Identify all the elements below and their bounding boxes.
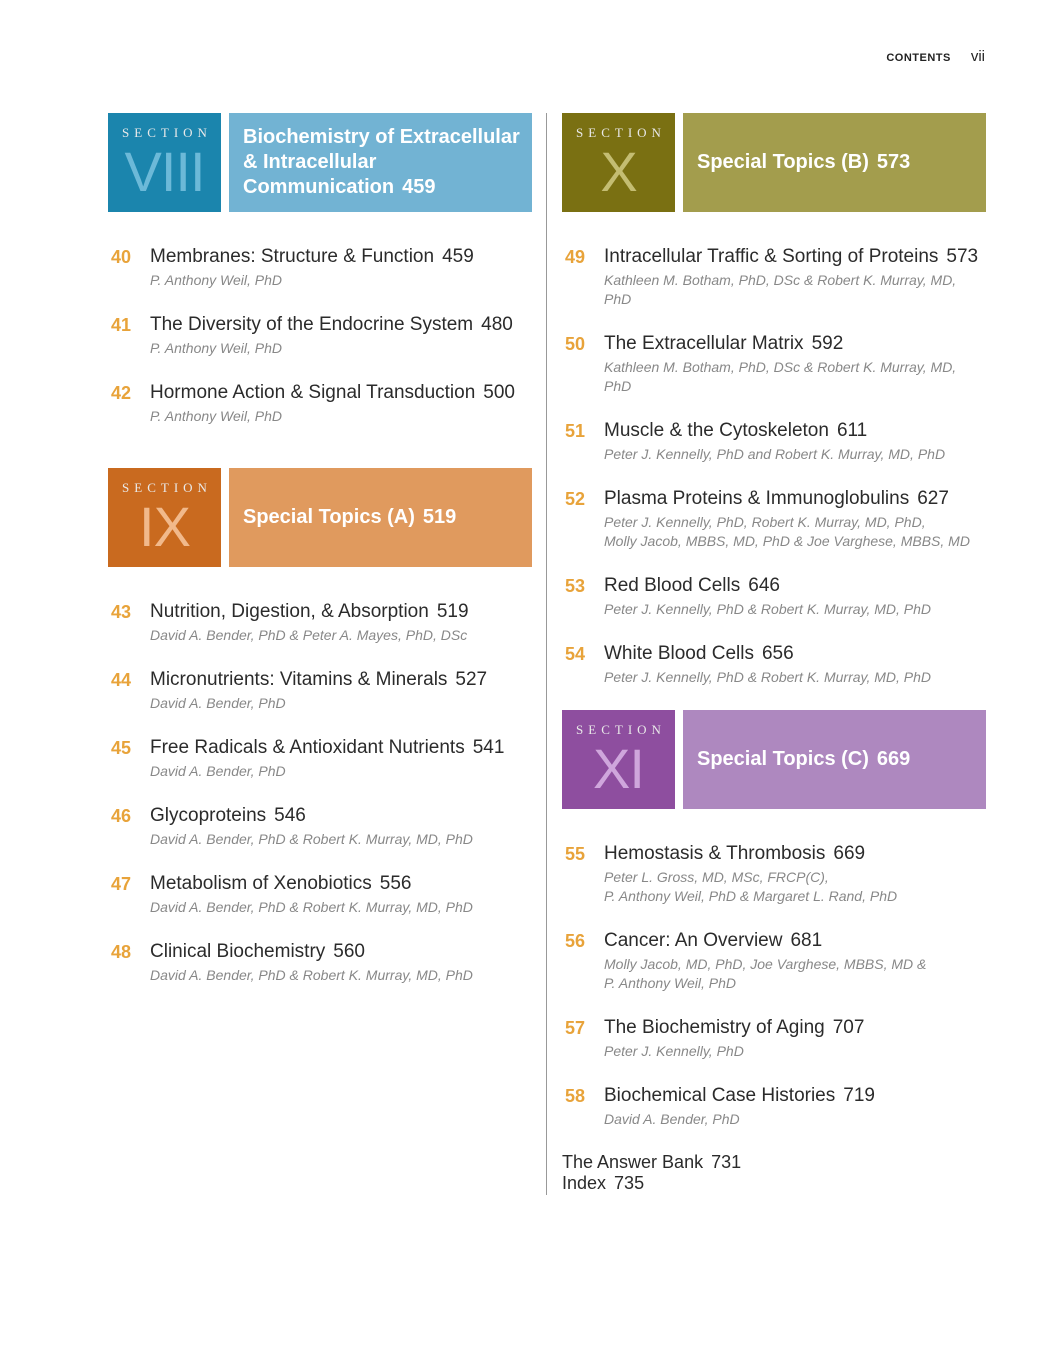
chapter-body xyxy=(150,600,532,645)
chapter-title[interactable] xyxy=(150,872,532,896)
chapter-title[interactable] xyxy=(150,940,532,964)
running-header xyxy=(886,48,985,65)
chapter-title-text: Intracellular Traffic & Sorting of Proteins xyxy=(604,246,939,267)
back-matter-title: Index xyxy=(562,1173,607,1193)
chapter-body xyxy=(150,381,532,426)
chapter-entry[interactable] xyxy=(562,487,986,551)
left-column xyxy=(108,113,532,1008)
page-number: vii xyxy=(970,48,985,65)
chapter-title[interactable] xyxy=(604,1084,986,1108)
section-block xyxy=(562,710,986,1129)
column-divider xyxy=(546,113,547,1195)
chapter-title-text: Red Blood Cells xyxy=(604,575,741,596)
section-word: SECTION xyxy=(122,480,212,495)
chapter-number: 55 xyxy=(565,844,586,864)
chapter-body xyxy=(150,313,532,358)
chapter-list xyxy=(108,600,532,985)
section-title[interactable] xyxy=(683,113,986,212)
chapter-title-text: Nutrition, Digestion, & Absorption xyxy=(150,601,429,622)
chapter-number: 58 xyxy=(565,1086,586,1106)
chapter-page: 573 xyxy=(946,246,979,267)
chapter-title-text: Plasma Proteins & Immunoglobulins xyxy=(604,488,910,509)
section-start-page: 669 xyxy=(876,748,911,770)
chapter-authors: P. Anthony Weil, PhD xyxy=(150,272,283,288)
chapter-title[interactable] xyxy=(604,842,986,866)
section-number-box xyxy=(562,710,675,809)
section-block xyxy=(108,113,532,426)
chapter-number: 50 xyxy=(565,334,586,354)
chapter-body xyxy=(604,929,986,993)
section-header xyxy=(562,710,986,809)
chapter-entry[interactable] xyxy=(562,419,986,464)
chapter-entry[interactable] xyxy=(108,245,532,290)
chapter-entry[interactable] xyxy=(562,929,986,993)
chapter-authors: Molly Jacob, MBBS, MD, PhD & Joe Varghese, MBBS, MD xyxy=(604,533,970,549)
chapter-authors: P. Anthony Weil, PhD xyxy=(150,340,283,356)
section-title-text-wrap xyxy=(243,505,456,530)
chapter-number: 49 xyxy=(565,247,586,267)
chapter-title-text: Muscle & the Cytoskeleton xyxy=(604,420,829,441)
section-number-box xyxy=(108,113,221,212)
section-word: SECTION xyxy=(576,125,666,140)
chapter-body xyxy=(150,245,532,290)
chapter-number: 56 xyxy=(565,931,586,951)
chapter-title-text: Glycoproteins xyxy=(150,805,267,826)
chapter-authors: P. Anthony Weil, PhD xyxy=(604,975,737,991)
chapter-entry[interactable] xyxy=(108,313,532,358)
chapter-authors: Kathleen M. Botham, PhD, DSc & Robert K. Murray, MD, PhD xyxy=(604,359,957,394)
chapter-title[interactable] xyxy=(150,600,532,624)
chapter-authors: P. Anthony Weil, PhD xyxy=(150,408,283,424)
chapter-body xyxy=(150,736,532,781)
chapter-number: 41 xyxy=(111,315,132,335)
section-block xyxy=(108,468,532,985)
chapter-title-text: White Blood Cells xyxy=(604,643,754,664)
chapter-authors: Peter J. Kennelly, PhD, Robert K. Murray, MD, PhD, xyxy=(604,514,926,530)
chapter-number: 40 xyxy=(111,247,132,267)
chapter-number: 45 xyxy=(111,738,132,758)
chapter-page: 646 xyxy=(748,575,780,596)
chapter-authors: P. Anthony Weil, PhD & Margaret L. Rand, PhD xyxy=(604,888,898,904)
chapter-title[interactable] xyxy=(604,929,986,953)
section-title-text-wrap xyxy=(697,150,910,175)
chapter-authors: Molly Jacob, MD, PhD, Joe Varghese, MBBS, MD & xyxy=(604,956,927,972)
back-matter-title: The Answer Bank xyxy=(562,1152,704,1172)
chapter-title-text: Clinical Biochemistry xyxy=(150,941,326,962)
right-column xyxy=(562,113,986,1194)
chapter-title[interactable] xyxy=(604,642,986,666)
chapter-authors: David A. Bender, PhD xyxy=(604,1111,740,1127)
section-title-text: Special Topics (B) xyxy=(697,151,869,173)
chapter-authors: Peter J. Kennelly, PhD & Robert K. Murray, MD, PhD xyxy=(604,669,932,685)
back-matter xyxy=(562,1152,986,1194)
chapter-page: 527 xyxy=(455,669,488,690)
chapter-body xyxy=(604,245,986,309)
chapter-title[interactable] xyxy=(150,668,532,692)
chapter-entry[interactable] xyxy=(108,872,532,917)
section-numeral: IX xyxy=(139,495,190,558)
chapter-number: 53 xyxy=(565,576,586,596)
chapter-list xyxy=(562,842,986,1129)
chapter-authors: David A. Bender, PhD xyxy=(150,695,286,711)
running-head: CONTENTS xyxy=(886,52,951,64)
chapter-number: 43 xyxy=(111,602,132,622)
chapter-page: 669 xyxy=(833,843,866,864)
section-start-page: 573 xyxy=(876,151,911,173)
chapter-page: 681 xyxy=(790,930,823,951)
section-title[interactable] xyxy=(683,710,986,809)
chapter-authors: David A. Bender, PhD & Robert K. Murray, MD, PhD xyxy=(150,899,473,915)
chapter-title-text: The Diversity of the Endocrine System xyxy=(150,314,474,335)
chapter-title-text: Membranes: Structure & Function xyxy=(150,246,435,267)
chapter-page: 480 xyxy=(481,314,513,335)
section-word: SECTION xyxy=(576,722,666,737)
chapter-title[interactable] xyxy=(604,574,986,598)
section-numeral: X xyxy=(600,140,637,203)
chapter-authors: Peter J. Kennelly, PhD and Robert K. Murray, MD, PhD xyxy=(604,446,946,462)
chapter-page: 560 xyxy=(333,941,365,962)
chapter-entry[interactable] xyxy=(562,332,986,396)
chapter-page: 627 xyxy=(917,488,949,509)
section-title-text: Special Topics (A) xyxy=(243,506,415,528)
chapter-page: 459 xyxy=(442,246,474,267)
chapter-title[interactable] xyxy=(150,736,532,760)
chapter-number: 42 xyxy=(111,383,132,403)
section-title[interactable] xyxy=(229,113,532,212)
back-matter-item[interactable] xyxy=(562,1152,986,1173)
chapter-authors: David A. Bender, PhD xyxy=(150,763,286,779)
chapter-authors: David A. Bender, PhD & Robert K. Murray, MD, PhD xyxy=(150,831,473,847)
chapter-body xyxy=(150,804,532,849)
back-matter-page: 731 xyxy=(711,1152,742,1172)
section-number-box xyxy=(562,113,675,212)
chapter-list xyxy=(108,245,532,426)
section-block xyxy=(562,113,986,687)
chapter-title[interactable] xyxy=(604,1016,986,1040)
section-header xyxy=(108,113,532,212)
back-matter-item[interactable] xyxy=(562,1173,986,1194)
chapter-title[interactable] xyxy=(150,245,532,269)
chapter-entry[interactable] xyxy=(562,574,986,619)
chapter-authors: Peter J. Kennelly, PhD & Robert K. Murray, MD, PhD xyxy=(604,601,932,617)
chapter-body xyxy=(604,332,986,396)
chapter-entry[interactable] xyxy=(108,600,532,645)
chapter-authors: David A. Bender, PhD & Peter A. Mayes, PhD, DSc xyxy=(150,627,468,643)
section-title-text: Biochemistry of Extracellular & Intracellular Communication xyxy=(243,126,520,198)
chapter-title[interactable] xyxy=(604,419,986,443)
section-title-text-wrap xyxy=(697,747,910,772)
chapter-page: 656 xyxy=(761,643,794,664)
chapter-page: 592 xyxy=(811,333,844,354)
chapter-body xyxy=(150,668,532,713)
chapter-number: 48 xyxy=(111,942,132,962)
chapter-authors: Peter J. Kennelly, PhD xyxy=(604,1043,744,1059)
chapter-entry[interactable] xyxy=(108,381,532,426)
section-title[interactable] xyxy=(229,468,532,567)
chapter-body xyxy=(604,487,986,551)
chapter-title[interactable] xyxy=(604,487,986,511)
section-header xyxy=(108,468,532,567)
chapter-authors: Peter L. Gross, MD, MSc, FRCP(C), xyxy=(604,869,829,885)
section-word: SECTION xyxy=(122,125,212,140)
chapter-body xyxy=(604,842,986,906)
chapter-entry[interactable] xyxy=(562,1016,986,1061)
chapter-title[interactable] xyxy=(604,332,986,356)
chapter-body xyxy=(150,940,532,985)
chapter-title-text: Micronutrients: Vitamins & Minerals xyxy=(150,669,448,690)
chapter-body xyxy=(604,642,986,687)
section-title-text: Special Topics (C) xyxy=(697,748,869,770)
section-start-page: 519 xyxy=(422,506,457,528)
section-numeral: XI xyxy=(593,737,644,800)
chapter-number: 44 xyxy=(111,670,132,690)
chapter-body xyxy=(150,872,532,917)
chapter-list xyxy=(562,245,986,687)
chapter-title-text: Metabolism of Xenobiotics xyxy=(150,873,372,894)
chapter-page: 707 xyxy=(832,1017,865,1038)
chapter-title[interactable] xyxy=(150,804,532,828)
chapter-body xyxy=(604,1016,986,1061)
chapter-body xyxy=(604,419,986,464)
chapter-title-text: Hormone Action & Signal Transduction xyxy=(150,382,476,403)
chapter-body xyxy=(604,1084,986,1129)
chapter-page: 611 xyxy=(836,420,868,441)
chapter-body xyxy=(604,574,986,619)
chapter-authors: David A. Bender, PhD & Robert K. Murray, MD, PhD xyxy=(150,967,473,983)
chapter-number: 54 xyxy=(565,644,586,664)
chapter-number: 52 xyxy=(565,489,586,509)
chapter-entry[interactable] xyxy=(108,940,532,985)
chapter-title-text: The Biochemistry of Aging xyxy=(604,1017,825,1038)
chapter-number: 46 xyxy=(111,806,132,826)
back-matter-page: 735 xyxy=(614,1173,645,1193)
chapter-entry[interactable] xyxy=(562,642,986,687)
chapter-entry[interactable] xyxy=(108,804,532,849)
chapter-page: 500 xyxy=(483,382,515,403)
chapter-page: 519 xyxy=(436,601,469,622)
chapter-number: 51 xyxy=(565,421,586,441)
chapter-title[interactable] xyxy=(150,381,532,405)
chapter-title-text: Biochemical Case Histories xyxy=(604,1085,836,1106)
chapter-entry[interactable] xyxy=(108,668,532,713)
section-numeral: VIII xyxy=(124,140,205,203)
chapter-page: 719 xyxy=(843,1085,875,1106)
chapter-title-text: Cancer: An Overview xyxy=(604,930,783,951)
chapter-title-text: The Extracellular Matrix xyxy=(604,333,804,354)
chapter-entry[interactable] xyxy=(562,842,986,906)
chapter-title-text: Free Radicals & Antioxidant Nutrients xyxy=(150,737,465,758)
section-number-box xyxy=(108,468,221,567)
chapter-entry[interactable] xyxy=(562,245,986,309)
chapter-title-text: Hemostasis & Thrombosis xyxy=(604,843,826,864)
chapter-authors: Kathleen M. Botham, PhD, DSc & Robert K. Murray, MD, PhD xyxy=(604,272,957,307)
chapter-number: 57 xyxy=(565,1018,586,1038)
section-title-text-wrap xyxy=(243,125,522,200)
chapter-number: 47 xyxy=(111,874,132,894)
chapter-entry[interactable] xyxy=(108,736,532,781)
section-header xyxy=(562,113,986,212)
chapter-page: 546 xyxy=(274,805,306,826)
chapter-title[interactable] xyxy=(150,313,532,337)
chapter-entry[interactable] xyxy=(562,1084,986,1129)
chapter-page: 556 xyxy=(379,873,412,894)
chapter-title[interactable] xyxy=(604,245,986,269)
chapter-page: 541 xyxy=(472,737,505,758)
section-start-page: 459 xyxy=(402,176,436,198)
